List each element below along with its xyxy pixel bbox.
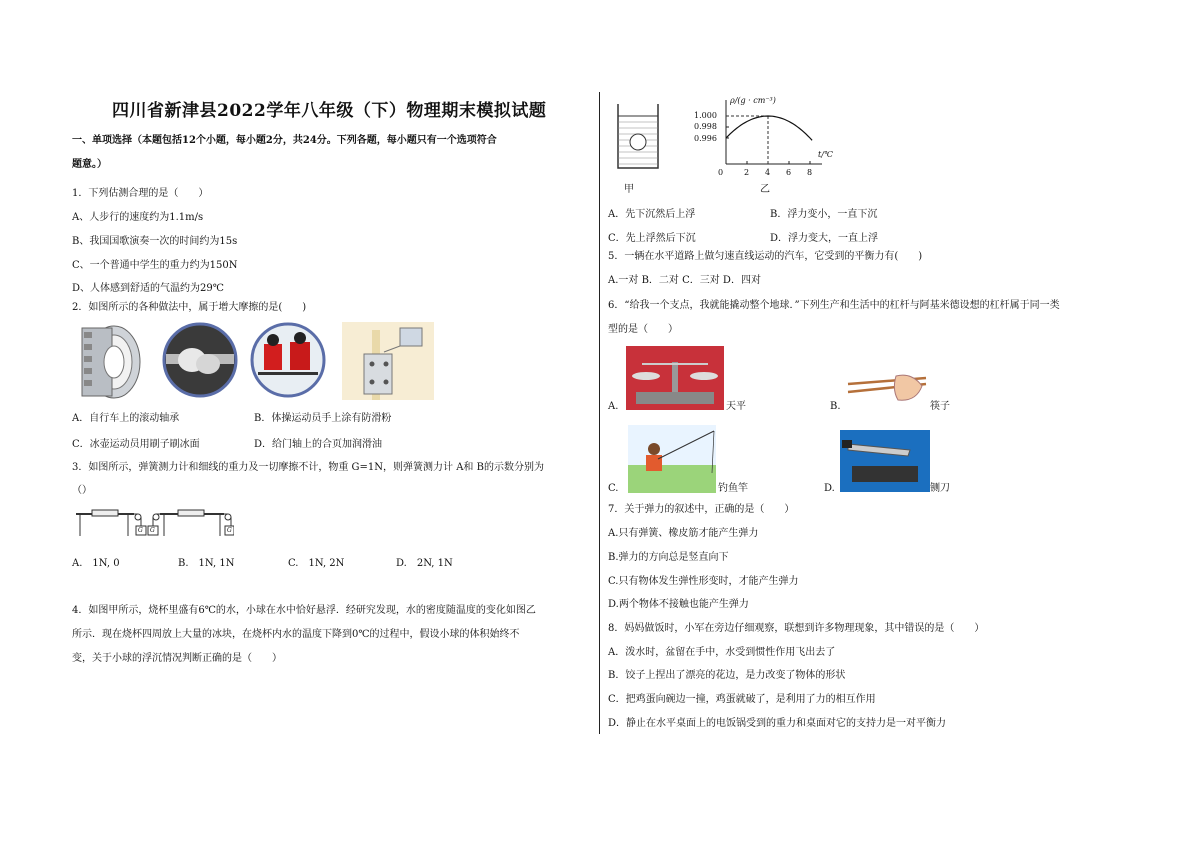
- q2-option-c: C．冰壶运动员用刷子刷冰面: [72, 439, 200, 450]
- q6-line2: 型的是（ ）: [608, 324, 678, 335]
- graph-ytick-0998: 0.998: [694, 122, 717, 131]
- chopsticks-image: [846, 372, 928, 408]
- q8-option-d: D．静止在水平桌面上的电饭锅受到的重力和桌面对它的支持力是一对平衡力: [608, 718, 947, 729]
- q5-options: A.一对 B．二对 C．三对 D．四对: [608, 275, 761, 286]
- graph-ytick-0996: 0.996: [694, 134, 717, 143]
- q6-line1: 6．“给我一个支点，我就能撬动整个地球．”下列生产和生活中的杠杆与阿基米德设想的杠杆属于同一类: [608, 300, 1060, 311]
- q8-option-a: A．泼水时，盆留在手中，水受到惯性作用飞出去了: [608, 647, 836, 658]
- q7-option-b: B.弹力的方向总是竖直向下: [608, 552, 729, 563]
- door-hinge-image: [342, 322, 434, 400]
- q2-option-b: B．体操运动员手上涂有防滑粉: [254, 413, 392, 424]
- q1-stem: 1．下列估测合理的是（ ）: [72, 188, 209, 199]
- q1-option-c: C、一个普通中学生的重力约为150N: [72, 260, 238, 271]
- guillotine-cutter-image: [840, 430, 930, 492]
- graph-x-axis-label: t/℃: [818, 150, 833, 159]
- q4-option-d: D．浮力变大，一直上浮: [770, 233, 879, 244]
- bearing-image: [74, 322, 146, 400]
- graph-y-axis-label: ρ/(g · cm⁻³): [730, 96, 776, 105]
- page-title: 四川省新津县2022学年八年级（下）物理期末模拟试题: [112, 101, 547, 121]
- q6-option-c: C.: [608, 483, 619, 494]
- q7-option-c: C.只有物体发生弹性形变时，才能产生弹力: [608, 576, 799, 587]
- figure-yi-label: 乙: [760, 184, 770, 195]
- q4-line3: 变，关于小球的浮沉情况判断正确的是（ ）: [72, 653, 282, 664]
- graph-ytick-1000: 1.000: [694, 111, 717, 120]
- q1-option-d: D、人体感到舒适的气温约为29℃: [72, 283, 224, 294]
- q5-stem: 5．一辆在水平道路上做匀速直线运动的汽车，它受到的平衡力有( ): [608, 251, 923, 262]
- fishing-rod-image: [628, 425, 716, 493]
- gymnast-hands-image: [162, 322, 238, 398]
- q3-stem-line2: （）: [72, 485, 92, 496]
- section-heading-line2: 题意。）: [72, 159, 107, 170]
- q1-option-b: B、我国国歌演奏一次的时间约为15s: [72, 236, 238, 247]
- q3-option-d: D. 2N, 1N: [396, 558, 453, 569]
- q2-option-a: A．自行车上的滚动轴承: [72, 413, 180, 424]
- q8-stem: 8．妈妈做饭时，小军在旁边仔细观察，联想到许多物理现象，其中错误的是（ ）: [608, 623, 985, 634]
- curling-image: [250, 322, 326, 398]
- q6-option-a-label: 天平: [726, 401, 746, 412]
- q6-option-b: B.: [830, 401, 841, 412]
- graph-xtick-4: 4: [765, 168, 771, 177]
- q4-line1: 4．如图甲所示，烧杯里盛有6℃的水，小球在水中恰好悬浮．经研究发现，水的密度随温度的变化如图乙: [72, 605, 536, 616]
- spring-scale-figure: [74, 506, 234, 540]
- q4-option-c: C．先上浮然后下沉: [608, 233, 696, 244]
- q4-line2: 所示．现在烧杯四周放上大量的冰块，在烧杯内水的温度下降到0℃的过程中，假设小球的体积始终不: [72, 629, 520, 640]
- graph-xtick-0: 0: [718, 168, 724, 177]
- weight-g-label-3: G: [227, 527, 232, 534]
- q6-option-b-label: 筷子: [930, 401, 950, 412]
- weight-g-label-1: G: [138, 527, 143, 534]
- q7-stem: 7．关于弹力的叙述中，正确的是（ ）: [608, 504, 795, 515]
- q6-option-d: D.: [824, 483, 835, 494]
- q2-option-d: D．给门轴上的合页加润滑油: [254, 439, 383, 450]
- figure-jia-label: 甲: [624, 184, 634, 195]
- q3-stem-line1: 3．如图所示，弹簧测力计和细线的重力及一切摩擦不计，物重 G=1N，则弹簧测力计 A和 B的示数分别为: [72, 462, 544, 473]
- q6-option-a: A.: [608, 401, 619, 412]
- q7-option-d: D.两个物体不接触也能产生弹力: [608, 599, 749, 610]
- beaker-figure: [614, 98, 664, 176]
- column-divider: [599, 92, 600, 734]
- q3-option-c: C. 1N, 2N: [288, 558, 345, 569]
- graph-xtick-2: 2: [744, 168, 750, 177]
- q8-option-b: B．饺子上捏出了漂亮的花边，是力改变了物体的形状: [608, 670, 846, 681]
- q8-option-c: C．把鸡蛋向碗边一撞，鸡蛋就破了，是利用了力的相互作用: [608, 694, 876, 705]
- q3-option-a: A. 1N, 0: [72, 558, 120, 569]
- q4-option-a: A．先下沉然后上浮: [608, 209, 696, 220]
- q6-option-c-label: 钓鱼竿: [718, 483, 748, 494]
- weight-g-label-2: G: [150, 527, 155, 534]
- q7-option-a: A.只有弹簧、橡皮筋才能产生弹力: [608, 528, 759, 539]
- q6-option-d-label: 铡刀: [930, 483, 950, 494]
- q3-option-b: B. 1N, 1N: [178, 558, 235, 569]
- section-heading-line1: 一、单项选择（本题包括12个小题，每小题2分，共24分。下列各题，每小题只有一个选项符合: [72, 135, 497, 146]
- q2-stem: 2．如图所示的各种做法中，属于增大摩擦的是( ): [72, 302, 307, 313]
- graph-xtick-6: 6: [786, 168, 792, 177]
- density-curve: [726, 116, 812, 140]
- graph-xtick-8: 8: [807, 168, 813, 177]
- balance-scale-image: [626, 346, 724, 410]
- q4-option-b: B．浮力变小，一直下沉: [770, 209, 878, 220]
- q1-option-a: A、人步行的速度约为1.1m/s: [72, 212, 204, 223]
